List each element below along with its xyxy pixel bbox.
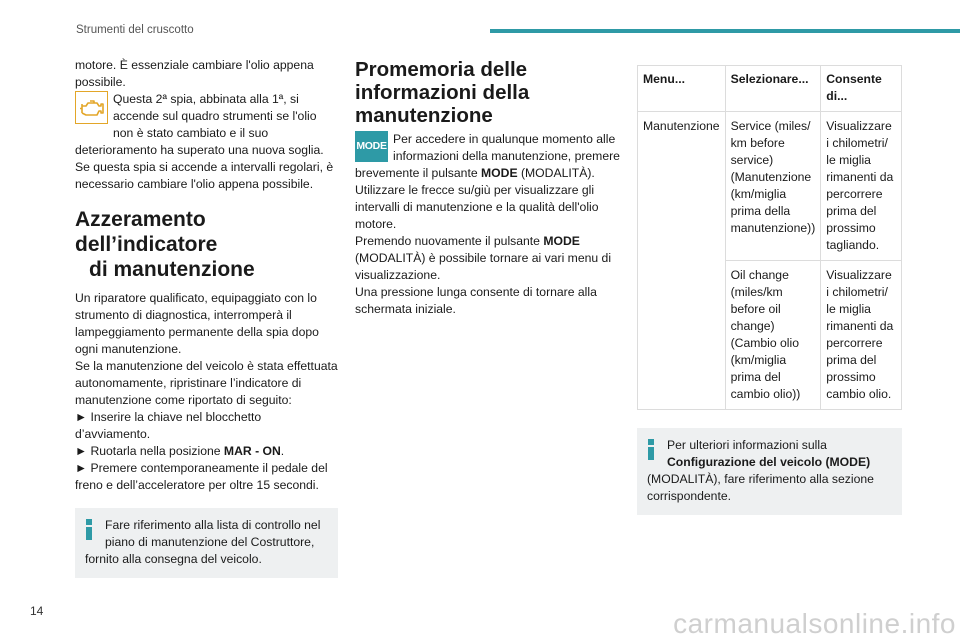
header-allows: Consente di... (821, 66, 902, 112)
header-select: Selezionare... (725, 66, 821, 112)
step-2-position: MAR - ON (223, 444, 281, 458)
press-again-paragraph (355, 233, 620, 284)
mode-paragraph-block (355, 131, 620, 182)
vehicle-config-note-text (647, 437, 892, 505)
note-config-link: Configurazione del veicolo (MODE) (667, 455, 871, 469)
info-icon (85, 519, 97, 541)
reset-indicator-heading (75, 207, 338, 282)
heading-line-2: di manutenzione (89, 258, 255, 281)
intro-text: motore. È essenziale cambiare l'olio appena possibile. (75, 58, 314, 89)
reset-step-1: ► Inserire la chiave nel blocchetto d’avviamento. (75, 410, 262, 441)
maintenance-menu-table (637, 65, 902, 410)
p3-mode-label: MODE (543, 234, 580, 248)
middle-column (355, 57, 620, 318)
warning-paragraph-block (75, 91, 338, 193)
header-accent-bar (490, 29, 960, 33)
warning-paragraph: Questa 2ª spia, abbinata alla 1ª, si accende sul quadro strumenti se l'olio non è stato cambiato e il suo deterioramento ha superato una nuova soglia. Se questa spia si accende a intervalli regolari, è necessario cambiare l'olio appena possibile. (75, 92, 334, 191)
note-text: Fare riferimento alla lista di controllo nel piano di manutenzione del Costruttore, fornito alla consegna del veicolo. (85, 518, 321, 566)
reset-body-2: Se la manutenzione del veicolo è stata effettuata autonomamente, ripristinare l’indicatore di manutenzione come riportato di seguito: (75, 359, 338, 407)
mode-paragraph (355, 131, 620, 182)
info-icon (647, 439, 659, 461)
table-cell: Visualizzare i chilometri/ le miglia rimanenti da percorrere prima del prossimo cambio olio. (821, 261, 902, 410)
table-header-row (638, 66, 902, 112)
reset-step-3: ► Premere contemporaneamente il pedale del freno e dell’acceleratore per oltre 15 secondi. (75, 461, 328, 492)
note-suffix: (MODALITÀ), fare riferimento alla sezione corrispondente. (647, 472, 874, 503)
p1-suffix: (MODALITÀ). (517, 166, 595, 180)
p3-prefix: Premendo nuovamente il pulsante (355, 234, 544, 248)
table-cell: Oil change (miles/km before oil change) (Cambio olio (km/miglia prima del cambio olio)) (725, 261, 821, 410)
left-column (75, 57, 338, 578)
engine-warning-icon (75, 91, 108, 124)
reset-step-2 (75, 443, 338, 460)
watermark: carmanualsonline.info (673, 608, 956, 639)
p3-suffix: (MODALITÀ) è possibile tornare ai vari menu di visualizzazione. (355, 251, 612, 282)
reset-body-1: Un riparatore qualificato, equipaggiato con lo strumento di diagnostica, interromperà il lampeggiamento permanente della spia dopo ogni manutenzione. (75, 291, 319, 356)
p1-mode-label: MODE (481, 166, 518, 180)
arrows-paragraph: Utilizzare le frecce su/giù per visualizzare gli intervalli di manutenzione e la qualità dell'olio motore. (355, 183, 599, 231)
page-number: 14 (30, 604, 44, 618)
p1-prefix: Per accedere in qualunque momento alle informazioni della manutenzione, premere brevemente il pulsante (355, 132, 620, 180)
section-title: Strumenti del cruscotto (76, 24, 194, 36)
table-cell: Service (miles/ km before service) (Manutenzione (km/miglia prima della manutenzione)) (725, 112, 821, 261)
maintenance-plan-note (75, 508, 338, 578)
long-press-paragraph: Una pressione lunga consente di tornare alla schermata iniziale. (355, 285, 597, 316)
header-menu: Menu... (638, 66, 726, 112)
table-cell (638, 261, 726, 410)
table-row (638, 261, 902, 410)
table-cell: Visualizzare i chilometri/ le miglia rimanenti da percorrere prima del prossimo tagliando. (821, 112, 902, 261)
vehicle-config-note (637, 428, 902, 515)
heading-line-1: Azzeramento dell’indicatore (75, 208, 218, 256)
mode-button-icon: MODE (355, 131, 388, 162)
note-prefix: Per ulteriori informazioni sulla (667, 438, 827, 452)
table-row (638, 112, 902, 261)
step-2-prefix: ► Ruotarla nella posizione (75, 444, 224, 458)
table-cell: Manutenzione (638, 112, 726, 261)
step-2-suffix: . (280, 444, 285, 458)
right-column (637, 65, 902, 515)
maintenance-reminder-heading: Promemoria delle informazioni della manutenzione (355, 58, 530, 127)
